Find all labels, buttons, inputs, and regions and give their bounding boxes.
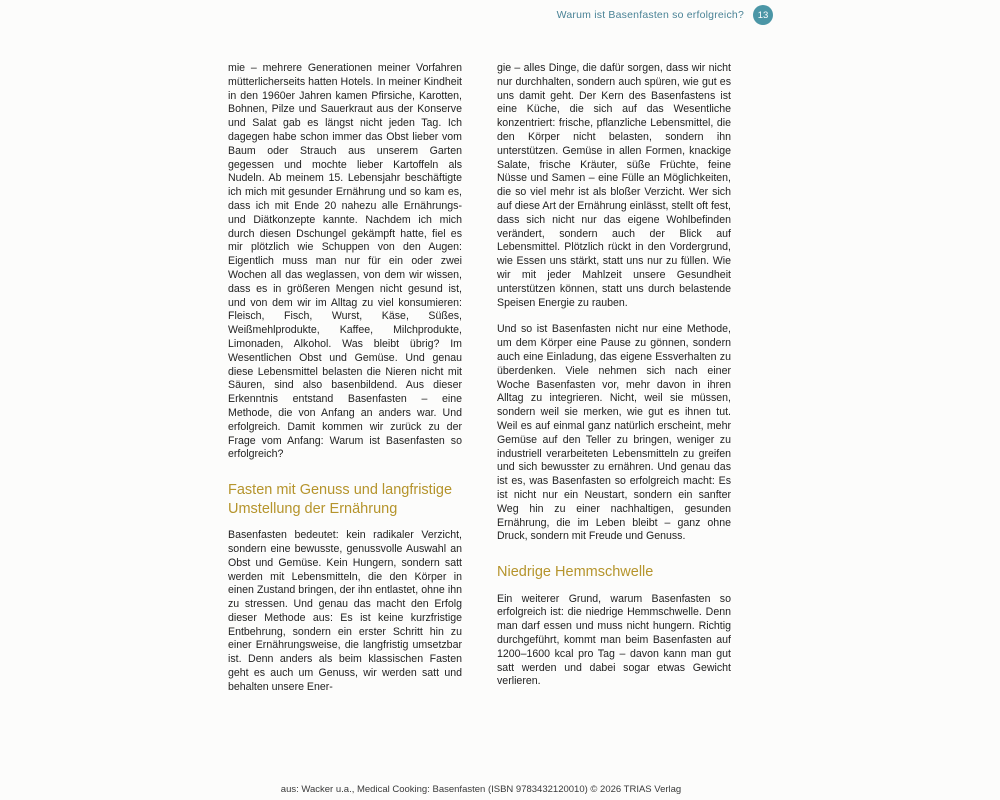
footer-source-line: aus: Wacker u.a., Medical Cooking: Basenfasten (ISBN 9783432120010) © 2026 TRIAS Verlag xyxy=(280,784,682,795)
left-paragraph-1: mie – mehrere Generationen meiner Vorfahren mütterlicherseits hatten Hotels. In meiner Kindheit in den 1960er Jahren kamen Pfirsiche, Karotten, Bohnen, Pilze und Sauerkraut aus der Konserve und Salat gab es längst nicht jeden Tag. Ich dagegen habe schon immer das Obst lieber vom Baum oder Strauch aus unserem Garten gegessen und mochte lieber Kartoffeln als Nudeln. Ab meinem 15. Lebensjahr beschäftigte ich mich mit gesunder Ernährung und so kam es, dass ich mit Ende 20 nahezu alle Ernährungs- und Diätkonzepte kannte. Nachdem ich mich durch diesen Dschungel gekämpft hatte, fiel es mir plötzlich wie Schuppen von den Augen: Eigentlich muss man nur für ein oder zwei Wochen all das weglassen, von dem wir wissen, dass es in größeren Mengen nicht gesund ist, und von dem wir im Alltag zu viel konsumieren: Fleisch, Fisch, Wurst, Käse, Süßes, Weißmehlprodukte, Kaffee, Milchprodukte, Limonaden, Alkohol. Was bleibt übrig? Im Wesentlichen Obst und Gemüse. Und genau diese Lebensmittel belasten die Nieren nicht mit Säuren, sind also basenbildend. Aus dieser Erkenntnis entstand Basenfasten – eine Methode, die von Anfang an anders war. Und erfolgreich. Damit kommen wir zurück zu der Frage vom Anfang: Warum ist Basenfasten so erfolgreich? xyxy=(228,62,462,461)
right-paragraph-3: Ein weiterer Grund, warum Basenfasten so erfolgreich ist: die niedrige Hemmschwelle. Denn man darf essen und muss nicht hungern. Richtig durchgeführt, kommt man beim Basenfasten auf 1200–1600 kcal pro Tag – davon kann man gut satt werden und dabei sogar etwas Gewicht verlieren. xyxy=(497,592,731,688)
right-column xyxy=(497,62,731,708)
left-column xyxy=(228,62,462,708)
text-columns xyxy=(228,62,731,708)
section-heading-niedrige-hemmschwelle: Niedrige Hemmschwelle xyxy=(497,564,654,581)
right-paragraph-1: gie – alles Dinge, die dafür sorgen, dass wir nicht nur durchhalten, sondern auch spüren, wie gut es uns damit geht. Der Kern des Basenfastens ist eine Küche, die sich auf das Wesentliche konzentriert: frische, pflanzliche Lebensmittel, die den Körper nicht belasten, sondern ihn unterstützen. Gemüse in allen Formen, knackige Salate, frische Kräuter, süße Früchte, feine Nüsse und Samen – eine Fülle an Möglichkeiten, die so viel mehr ist als bloßer Verzicht. Wer sich auf diese Art der Ernährung einlässt, stellt oft fest, dass sich nicht nur das eigene Wohlbefinden verändert, sondern auch der Blick auf Lebensmittel. Plötzlich rückt in den Vordergrund, wie Essen uns stärkt, statt uns nur zu füllen. Wie wir mit jeder Mahlzeit unsere Gesundheit unterstützen können, statt uns durch belastende Speisen Energie zu rauben. xyxy=(497,62,731,309)
left-paragraph-2: Basenfasten bedeutet: kein radikaler Verzicht, sondern eine bewusste, genussvolle Auswahl an Obst und Gemüse. Kein Hungern, sondern satt werden mit Lebensmitteln, die den Körper in einen Zustand bringen, der ihn entlastet, ohne ihn zu stressen. Und genau das macht den Erfolg dieser Methode aus: Es ist keine kurzfristige Entbehrung, sondern ein erster Schritt hin zu einer Ernährungsweise, die langfristig umsetzbar ist. Denn anders als beim klassischen Fasten geht es auch um Genuss, wir werden satt und behalten unsere Ener- xyxy=(228,529,462,693)
page-header xyxy=(228,5,773,25)
running-head-title: Warum ist Basenfasten so erfolgreich? xyxy=(556,9,744,21)
section-heading-fasten-mit-genuss: Fasten mit Genuss und langfristige Umstellung der Ernährung xyxy=(228,482,453,517)
page-number-badge: 13 xyxy=(753,5,773,25)
right-paragraph-2: Und so ist Basenfasten nicht nur eine Methode, um dem Körper eine Pause zu gönnen, sondern auch eine Einladung, das eigene Essverhalten zu überdenken. Viele nehmen sich nach einer Woche Basenfasten vor, mehr davon in ihren Alltag zu integrieren. Nicht, weil sie müssen, sondern weil sie merken, wie gut es ihnen tut. Weil es auf einmal ganz natürlich erscheint, mehr Gemüse auf den Teller zu bringen, weniger zu industriell verarbeiteten Lebensmitteln zu greifen und sich bewusster zu ernähren. Und genau das ist es, was Basenfasten so erfolgreich macht: Es ist nicht nur ein Neustart, sondern ein sanfter Weg hin zu einer nachhaltigen, gesunden Ernährung, die im Leben bleibt – ganz ohne Druck, sondern mit Freude und Genuss. xyxy=(497,323,731,543)
